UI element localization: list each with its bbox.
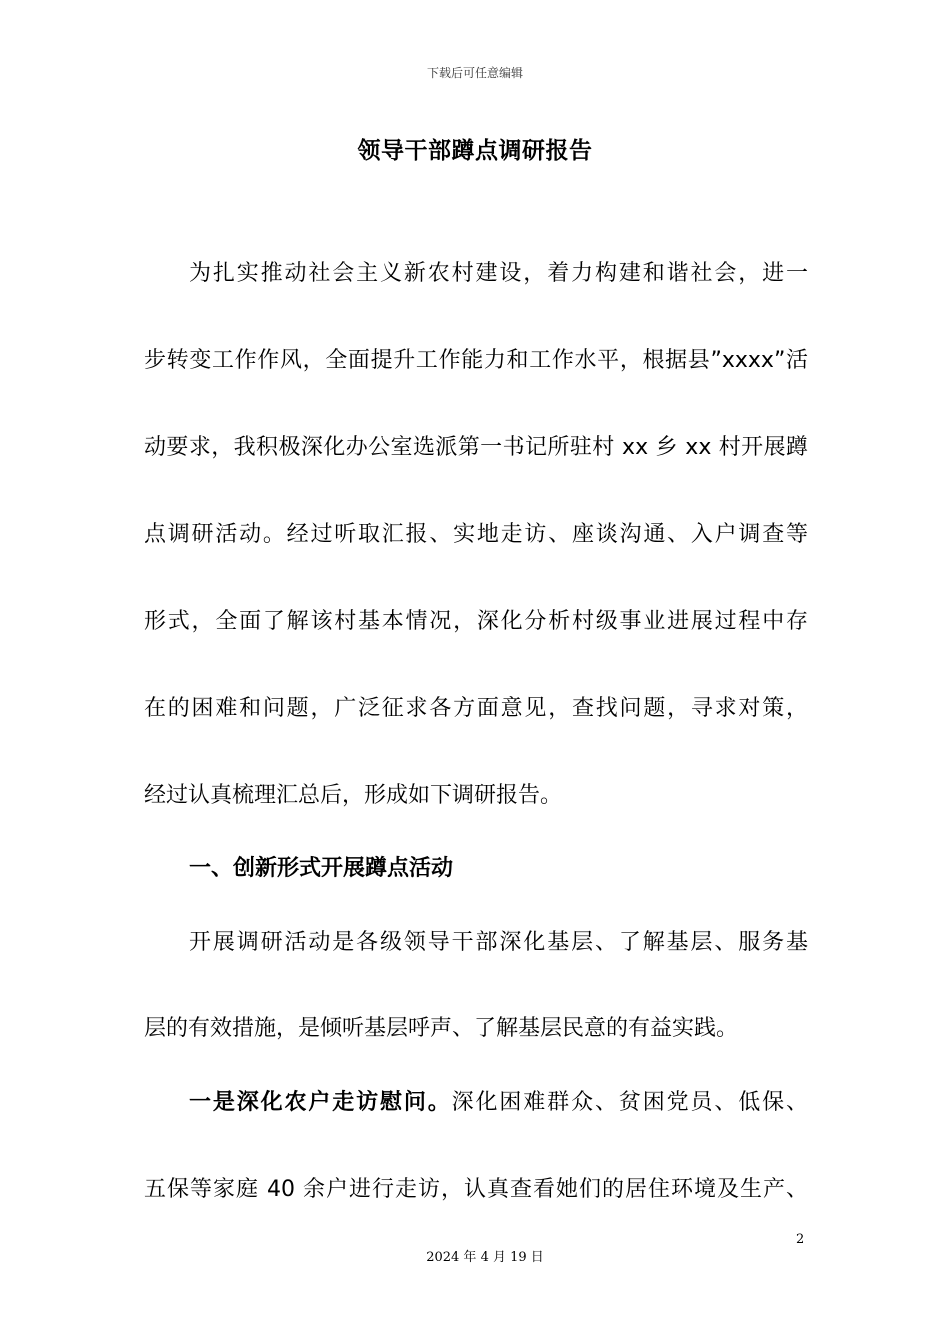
- paragraph-1-line-6: 在的困难和问题，广泛征求各方面意见，查找问题，寻求对策，: [144, 696, 808, 721]
- document-title: 领导干部蹲点调研报告: [357, 138, 593, 164]
- page-number: 2: [796, 1232, 805, 1247]
- header-note: 下载后可任意编辑: [426, 66, 523, 80]
- paragraph-1-line-5: 形式，全面了解该村基本情况，深化分析村级事业进展过程中存: [144, 609, 808, 634]
- paragraph-2-line-2: 层的有效措施，是倾听基层呼声、了解基层民意的有益实践。: [144, 1016, 739, 1041]
- paragraph-3-line-1-text: 深化困难群众、贫困党员、低保、: [451, 1090, 808, 1115]
- footer-date: 2024 年 4 月 19 日: [426, 1250, 544, 1265]
- section-1-heading: 一、创新形式开展蹲点活动: [189, 856, 454, 881]
- paragraph-1-line-2: 步转变工作作风，全面提升工作能力和工作水平，根据县”xxxx”活: [144, 348, 808, 373]
- paragraph-3-line-1: [189, 1088, 808, 1118]
- paragraph-3-line-2: 五保等家庭 40 余户进行走访，认真查看她们的居住环境及生产、: [144, 1177, 808, 1202]
- paragraph-1-line-3: 动要求，我积极深化办公室选派第一书记所驻村 xx 乡 xx 村开展蹲: [144, 435, 808, 460]
- paragraph-1-line-7: 经过认真梳理汇总后，形成如下调研报告。: [144, 783, 563, 808]
- paragraph-3-lead: 一是深化农户走访慰问。: [189, 1090, 452, 1115]
- paragraph-1-line-1: 为扎实推动社会主义新农村建设，着力构建和谐社会，进一: [189, 261, 808, 286]
- paragraph-2-line-1: 开展调研活动是各级领导干部深化基层、了解基层、服务基: [189, 930, 808, 955]
- paragraph-1-line-4: 点调研活动。经过听取汇报、实地走访、座谈沟通、入户调查等: [144, 522, 808, 547]
